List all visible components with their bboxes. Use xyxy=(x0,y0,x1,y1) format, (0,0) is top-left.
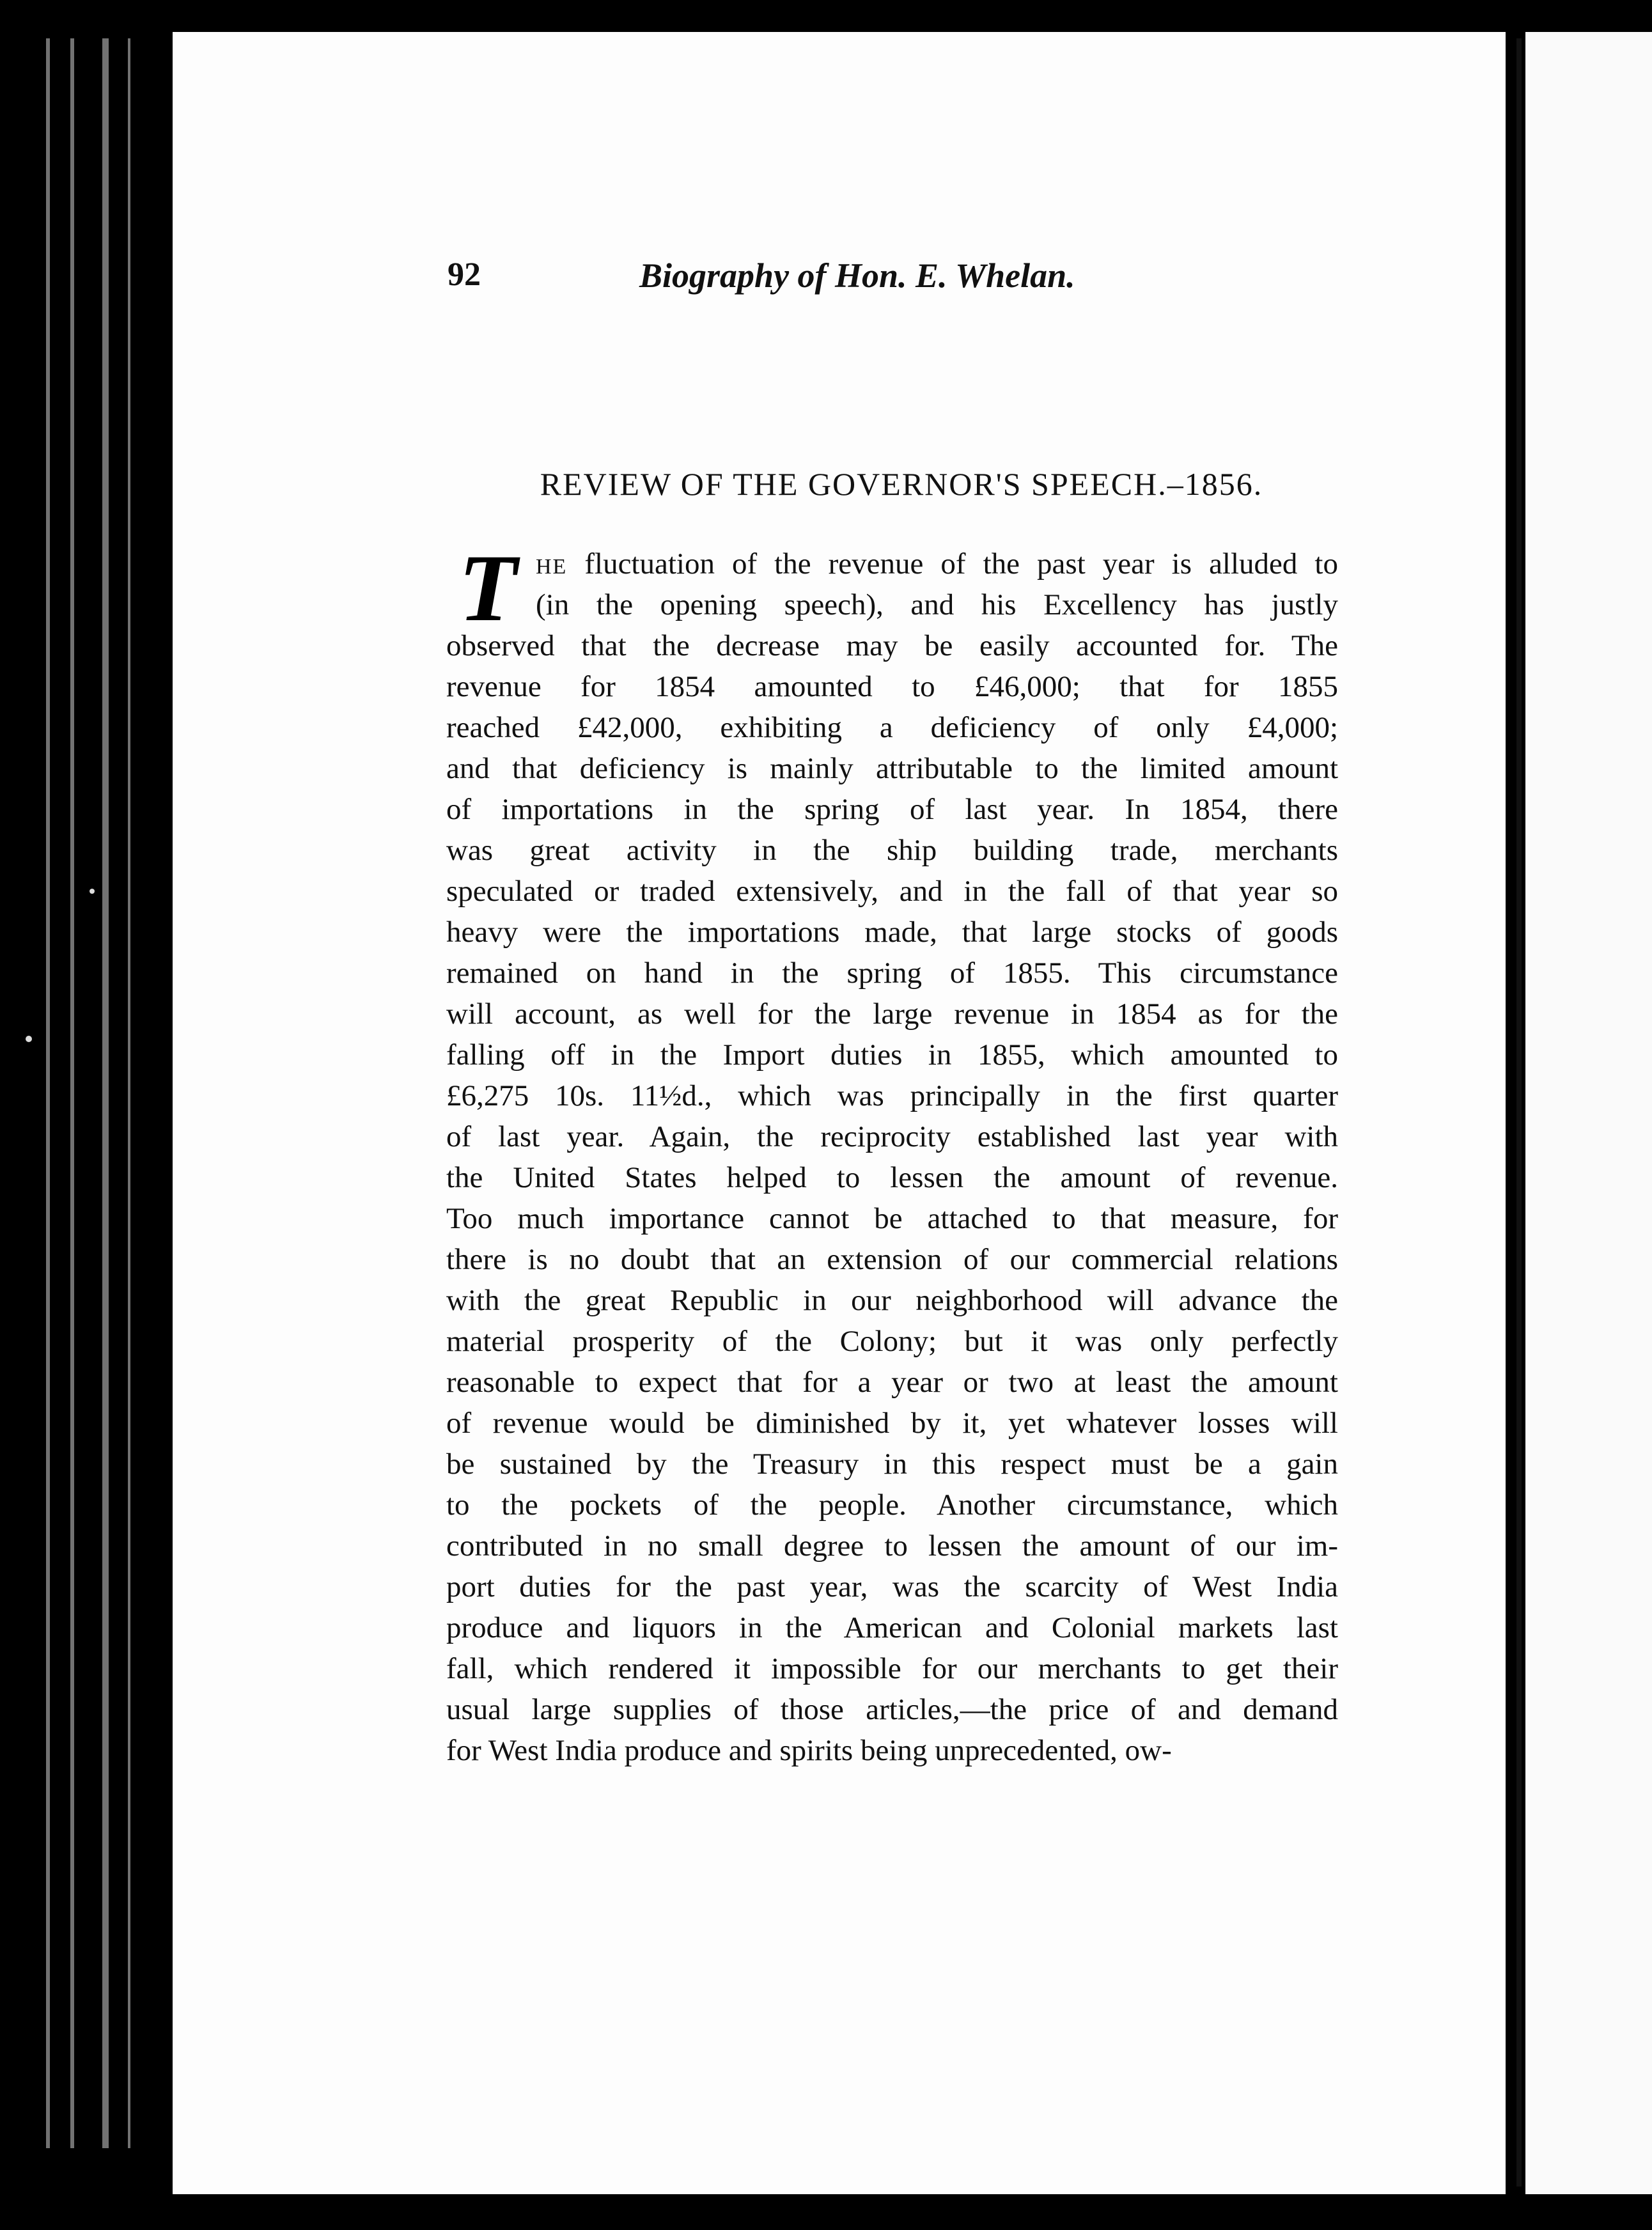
text-line: for West India produce and spirits being unprecedented, ow- xyxy=(446,1734,1172,1767)
running-header xyxy=(448,256,1343,313)
text-line: usual large supplies of those articles,—the price of and demand xyxy=(446,1693,1338,1726)
text-line: speculated or traded extensively, and in the fall of that year so xyxy=(446,875,1338,908)
running-title: Biography of Hon. E. Whelan. xyxy=(639,256,1075,295)
text-line: port duties for the past year, was the scarcity of West India xyxy=(446,1570,1338,1603)
text-line: material prosperity of the Colony; but it was only perfectly xyxy=(446,1325,1338,1358)
scan-edge-stripe xyxy=(102,38,109,2148)
text-line: of last year. Again, the reciprocity established last year with xyxy=(446,1120,1338,1153)
facing-page-edge xyxy=(1525,32,1652,2194)
page-number: 92 xyxy=(448,256,481,293)
text-line: of revenue would be diminished by it, yet whatever losses will xyxy=(446,1407,1338,1440)
section-title: REVIEW OF THE GOVERNOR'S SPEECH.–1856. xyxy=(540,466,1263,502)
text-line: observed that the decrease may be easily accounted for. The xyxy=(446,629,1338,662)
scan-speck xyxy=(26,1036,32,1042)
text-line: £6,275 10s. 11½d., which was principally in the first quarter xyxy=(446,1079,1338,1112)
text-line: (in the opening speech), and his Excellency has justly xyxy=(536,588,1338,621)
text-line: there is no doubt that an extension of our commercial relations xyxy=(446,1243,1338,1276)
text-line: heavy were the importations made, that large stocks of goods xyxy=(446,916,1338,949)
drop-cap: T xyxy=(458,535,517,641)
text-line: will account, as well for the large revenue in 1854 as for the xyxy=(446,997,1338,1031)
text-line: be sustained by the Treasury in this respect must be a gain xyxy=(446,1447,1338,1481)
text-line: fall, which rendered it impossible for our merchants to get their xyxy=(446,1652,1338,1685)
text-line: and that deficiency is mainly attributable to the limited amount xyxy=(446,752,1338,785)
text-line: Too much importance cannot be attached to that measure, for xyxy=(446,1202,1338,1235)
smallcaps-lead: HE xyxy=(536,555,568,579)
scan-left-edge xyxy=(0,0,173,2230)
text-line: contributed in no small degree to lessen the amount of our im- xyxy=(446,1529,1338,1563)
text-line: reached £42,000, exhibiting a deficiency of only £4,000; xyxy=(446,711,1338,744)
text-line-content: fluctuation of the revenue of the past year is alluded to xyxy=(567,547,1338,581)
text-line: remained on hand in the spring of 1855. This circumstance xyxy=(446,956,1338,990)
text-line: reasonable to expect that for a year or two at least the amount xyxy=(446,1366,1338,1399)
scan-edge-stripe xyxy=(128,38,130,2148)
scan-edge-stripe xyxy=(70,38,74,2148)
text-line: the United States helped to lessen the amount of revenue. xyxy=(446,1161,1338,1194)
scan-speck xyxy=(90,889,95,894)
text-line: revenue for 1854 amounted to £46,000; that for 1855 xyxy=(446,670,1338,703)
body-text xyxy=(446,535,1338,1771)
scan-edge-stripe xyxy=(46,38,50,2148)
text-line xyxy=(446,543,1338,584)
text-line: with the great Republic in our neighborhood will advance the xyxy=(446,1284,1338,1317)
text-line: was great activity in the ship building trade, merchants xyxy=(446,834,1338,867)
text-line: of importations in the spring of last year. In 1854, there xyxy=(446,793,1338,826)
page-gutter-rule xyxy=(1516,38,1522,2187)
text-line: to the pockets of the people. Another circumstance, which xyxy=(446,1488,1338,1522)
text-line: produce and liquors in the American and Colonial markets last xyxy=(446,1611,1338,1644)
text-line: falling off in the Import duties in 1855, which amounted to xyxy=(446,1038,1338,1072)
